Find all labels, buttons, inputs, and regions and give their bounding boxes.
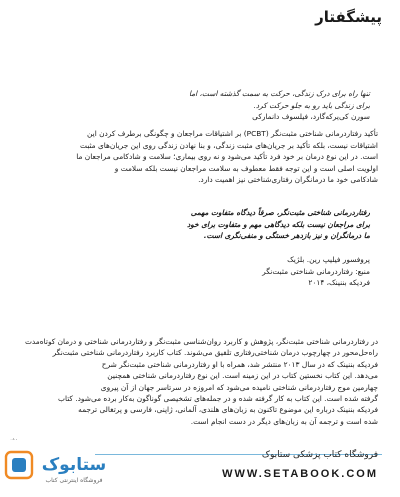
signature-line: پروفسور فیلیپ رین. بلژیک bbox=[287, 255, 370, 264]
intro-paragraph bbox=[0, 128, 378, 186]
paragraph-line: است. در این نوع درمان بر خود فرد تأکید می‌شود و نه روی بیماری؛ سلامت و شادکامی مراجعان ما bbox=[76, 152, 378, 162]
setabook-logo[interactable] bbox=[4, 446, 114, 488]
paragraph-line: اولویت اصلی است و این توجه فقط معطوف به سلامت مراجعان نیست بلکه سلامت و bbox=[114, 163, 378, 173]
logo-wordmark: ستابوک bbox=[41, 455, 107, 475]
logo-tagline: فروشگاه اینترنتی کتاب bbox=[45, 477, 103, 484]
quote-line: برای زندگی باید رو به جلو حرکت کرد. bbox=[253, 100, 370, 110]
quote-attribution: سورن کی‌یرکه‌گارد، فیلسوف دانمارکی bbox=[252, 112, 370, 122]
signature-line: فردیکه بننینک، ۲۰۱۴ bbox=[308, 278, 370, 288]
quote-signature bbox=[0, 254, 370, 289]
quote-line: رفتاردرمانی شناختی مثبت‌نگر، صرفاً دیدگاه متفاوت مهمی bbox=[190, 208, 370, 217]
store-url-link[interactable]: WWW.SETABOOK.COM bbox=[222, 468, 378, 480]
logo-mark-fill bbox=[12, 458, 26, 472]
paragraph-line: اشتیاقات نیست، بلکه تأکید بر جریان‌های مثبت زندگی، و بنا نهادن زندگی روی این جریان‌های مثبت bbox=[79, 140, 378, 150]
paragraph-line: می‌دهد. این کتاب نخستین کتاب در این زمینه است. این نوع رفتاردرمانی شناختی همچنین bbox=[107, 371, 378, 381]
quote-line: برای مراجعان نیست بلکه دیدگاهی مهم و متفاوت برای خود bbox=[187, 219, 370, 229]
paragraph-line: فردیکه بننینک که در سال ۲۰۱۳ منتشر شد، همراه با او رفتاردرمانی شناختی مثبت‌نگر شرح bbox=[101, 359, 378, 369]
paragraph-line: راه‌حل‌محور در چهارچوب درمان شناختی‌رفتاری تلفیق می‌شوند. کتاب کاربرد رفتاردرمانی شناختی مثبت‌نگر bbox=[52, 348, 378, 358]
signature-line: منبع: رفتاردرمانی شناختی مثبت‌نگر bbox=[262, 266, 370, 276]
paragraph-line: فردیکه بننینک درباره این موضوع تاکنون به زبان‌های هلندی، آلمانی، ژاپنی، فارسی و پرتغالی ترجمه bbox=[78, 405, 378, 415]
paragraph-line: چهارمین موج رفتاردرمانی شناختی نامیده می‌شود که امروزه در سرتاسر جهان از آن پیروی bbox=[100, 382, 378, 392]
quote-line: تنها راه برای درک زندگی، حرکت به سمت گذشته است، اما bbox=[188, 89, 370, 98]
publisher-footer bbox=[0, 440, 400, 497]
paragraph-line: گرفته شده است. این کتاب به کار گرفته شده و در جمله‌های تشخیصی گوناگون به‌کار برده می‌شود. کتاب bbox=[57, 394, 378, 404]
page-title: پیشگفتار bbox=[315, 8, 382, 26]
body-paragraph bbox=[0, 336, 378, 427]
paragraph-line: تأکید رفتاردرمانی شناختی مثبت‌نگر (PCBT) بر اشتیاقات مراجعان و چگونگی برطرف کردن این bbox=[87, 129, 378, 138]
store-name: فروشگاه کتاب پزشکی ستابوک bbox=[261, 450, 378, 460]
paragraph-line: در رفتاردرمانی شناختی مثبت‌نگر، پژوهش و کاربرد روان‌شناسی مثبت‌نگر و رفتاردرمانی شناختی و درمان کوتاه‌مدت bbox=[24, 337, 378, 346]
paragraph-line: شده است و ترجمه آن به زبان‌های دیگر در دست انجام است. bbox=[190, 416, 378, 426]
highlight-quote bbox=[0, 207, 370, 242]
paragraph-line: شادکامی خود ما درمانگران رفتاری‌شناختی نیز اهمیت دارد. bbox=[198, 175, 378, 185]
opening-quote bbox=[0, 88, 370, 123]
quote-line: ما درمانگران و نیز بازدهر خستگی و منفی‌نگری است. bbox=[203, 231, 370, 241]
